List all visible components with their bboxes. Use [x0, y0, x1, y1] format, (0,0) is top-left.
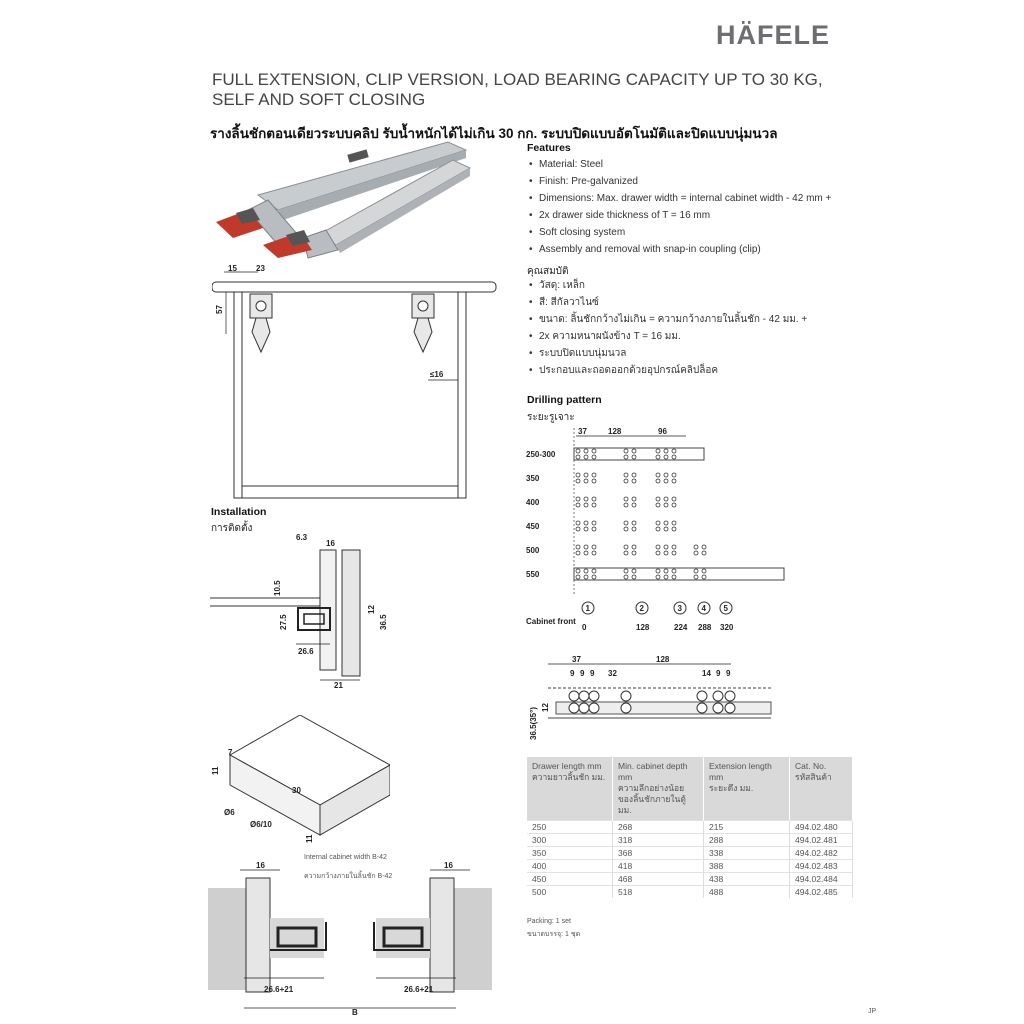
- drill-row-label: 400: [526, 498, 540, 507]
- drill-hole: [664, 455, 668, 459]
- drill-hole: [656, 575, 660, 579]
- table-cell: 518: [613, 886, 704, 899]
- drill-hole: [624, 551, 628, 555]
- drill-hole: [672, 551, 676, 555]
- feature-thai-item: • สี: สีกัลวาไนซ์: [527, 294, 857, 311]
- table-cell: 438: [704, 873, 790, 886]
- drill-hole: [632, 575, 636, 579]
- drill-hole: [702, 569, 706, 573]
- drill-hole: [664, 497, 668, 501]
- drill-hole: [656, 449, 660, 453]
- feature-item: • Dimensions: Max. drawer width = internal cabinet width - 42 mm +: [527, 190, 857, 207]
- drawer-iso-drawing: [210, 715, 390, 845]
- inst-dim-26-6: 26.6: [298, 647, 314, 656]
- table-cell: 450: [527, 873, 613, 886]
- dim-max-16: ≤16: [430, 370, 444, 379]
- table-cell: 318: [613, 834, 704, 847]
- drill-position: 128: [636, 623, 650, 632]
- table-cell: 494.02.480: [790, 821, 853, 834]
- drill-hole: [592, 479, 596, 483]
- table-cell: 300: [527, 834, 613, 847]
- drill-hole: [624, 569, 628, 573]
- drill-hole: [632, 545, 636, 549]
- table-row: [527, 886, 853, 899]
- spec-table: [527, 757, 853, 898]
- drill-hole: [576, 551, 580, 555]
- cw-dim-16-right: 16: [444, 861, 453, 870]
- drill-hole: [656, 479, 660, 483]
- detail-dim-37: 37: [572, 655, 581, 664]
- detail-dim-9: 9: [726, 669, 731, 678]
- drill-hole: [702, 545, 706, 549]
- inst-dim-36-5: 36.5: [379, 614, 388, 630]
- drill-hole: [624, 521, 628, 525]
- drill-row-label: 450: [526, 522, 540, 531]
- table-cell: 494.02.484: [790, 873, 853, 886]
- drawer-dim-o6: Ø6: [224, 808, 235, 817]
- cabinet-front-label: Cabinet front: [526, 617, 576, 626]
- drill-hole: [656, 521, 660, 525]
- table-row: [527, 860, 853, 873]
- table-cell: 488: [704, 886, 790, 899]
- drill-hole: [624, 473, 628, 477]
- dim-37: 37: [578, 427, 587, 436]
- features-heading: Features: [527, 142, 571, 154]
- drill-hole: [632, 449, 636, 453]
- features-thai-list: [527, 277, 857, 379]
- drawer-dim-7: 7: [228, 748, 233, 757]
- drill-hole: [664, 449, 668, 453]
- drill-hole: [592, 575, 596, 579]
- drill-hole: [592, 503, 596, 507]
- table-cell: 288: [704, 834, 790, 847]
- drill-hole: [584, 551, 588, 555]
- drill-hole: [624, 479, 628, 483]
- table-cell: 494.02.485: [790, 886, 853, 899]
- drill-hole: [576, 575, 580, 579]
- drill-position: 224: [674, 623, 688, 632]
- drill-hole: [624, 503, 628, 507]
- drill-hole: [694, 575, 698, 579]
- drill-hole: [592, 449, 596, 453]
- drilling-heading: Drilling pattern: [527, 394, 602, 406]
- inst-dim-27-5: 27.5: [279, 614, 288, 630]
- feature-thai-item-continued: • 2x ความหนาผนังข้าง T = 16 มม.: [527, 328, 857, 345]
- drill-hole: [624, 497, 628, 501]
- drill-marker-number: 4: [701, 604, 706, 613]
- table-row: [527, 847, 853, 860]
- drill-position: 320: [720, 623, 734, 632]
- cw-dim-16-left: 16: [256, 861, 265, 870]
- inst-dim-16: 16: [326, 539, 335, 548]
- drill-hole: [672, 503, 676, 507]
- drill-hole: [664, 479, 668, 483]
- drill-hole: [656, 473, 660, 477]
- drill-hole: [656, 455, 660, 459]
- drill-hole: [592, 569, 596, 573]
- drill-hole: [576, 479, 580, 483]
- installation-drawing: [210, 530, 390, 690]
- feature-thai-item: • ประกอบและถอดออกด้วยอุปกรณ์คลิปล็อค: [527, 362, 857, 379]
- table-row: [527, 821, 853, 834]
- drill-marker-number: 1: [585, 604, 590, 613]
- th-drawer-length: Drawer length mm ความยาวลิ้นชัก มม.: [527, 757, 613, 821]
- drill-hole: [576, 455, 580, 459]
- table-cell: 338: [704, 847, 790, 860]
- drill-hole: [664, 569, 668, 573]
- drill-hole: [576, 521, 580, 525]
- inst-dim-6-3: 6.3: [296, 533, 308, 542]
- drill-hole: [584, 569, 588, 573]
- drill-hole: [672, 575, 676, 579]
- drawer-dim-11: 11: [211, 766, 220, 775]
- table-cell: 400: [527, 860, 613, 873]
- drill-hole: [672, 479, 676, 483]
- drill-hole: [672, 527, 676, 531]
- table-cell: 494.02.483: [790, 860, 853, 873]
- dim-128: 128: [608, 427, 622, 436]
- drill-hole: [664, 575, 668, 579]
- drawer-dim-11b: 11: [305, 834, 314, 843]
- detail-dim-9: 9: [570, 669, 575, 678]
- drill-hole: [632, 473, 636, 477]
- drill-hole: [592, 497, 596, 501]
- drill-hole: [664, 521, 668, 525]
- drill-hole: [664, 545, 668, 549]
- drill-row-label: 550: [526, 570, 540, 579]
- inst-dim-10-5: 10.5: [273, 580, 282, 596]
- drill-hole: [584, 455, 588, 459]
- th-cat-no: Cat. No. รหัสสินค้า: [790, 757, 853, 821]
- drill-position: 288: [698, 623, 712, 632]
- drill-hole: [576, 503, 580, 507]
- drill-hole: [632, 569, 636, 573]
- drill-hole: [632, 455, 636, 459]
- drill-row-label: 350: [526, 474, 540, 483]
- table-cell: 350: [527, 847, 613, 860]
- drill-hole: [632, 479, 636, 483]
- dim-15: 15: [228, 264, 237, 273]
- drill-hole: [632, 521, 636, 525]
- drill-hole: [656, 545, 660, 549]
- cw-bottom-right: 26.6+21: [404, 985, 434, 994]
- drill-position: 0: [582, 623, 587, 632]
- drilling-pattern-drawing: [526, 424, 816, 636]
- detail-dim-9: 9: [580, 669, 585, 678]
- drill-hole: [702, 551, 706, 555]
- drill-hole: [584, 503, 588, 507]
- inst-dim-12: 12: [367, 605, 376, 614]
- table-cell: 368: [613, 847, 704, 860]
- feature-item: • Assembly and removal with snap-in coupling (clip): [527, 241, 857, 258]
- table-cell: 500: [527, 886, 613, 899]
- packing-label: Packing: 1 set: [527, 918, 571, 925]
- drill-hole: [672, 449, 676, 453]
- drill-hole: [672, 455, 676, 459]
- drill-hole: [624, 575, 628, 579]
- drill-hole: [624, 545, 628, 549]
- drill-hole: [624, 449, 628, 453]
- cabinet-width-label-thai: ความกว้างภายในลิ้นชัก B-42: [304, 873, 393, 880]
- drill-hole: [592, 473, 596, 477]
- drill-hole: [592, 551, 596, 555]
- detail-dim-128: 128: [656, 655, 670, 664]
- drill-hole: [584, 545, 588, 549]
- title-line-2: SELF AND SOFT CLOSING: [212, 90, 426, 109]
- page-title: [212, 70, 912, 110]
- drill-marker-number: 2: [639, 604, 644, 613]
- drill-hole: [576, 545, 580, 549]
- table-cell: 268: [613, 821, 704, 834]
- drill-hole: [656, 503, 660, 507]
- table-row: [527, 873, 853, 886]
- feature-item: • Soft closing system: [527, 224, 857, 241]
- inst-dim-21: 21: [334, 681, 343, 690]
- drill-hole: [624, 527, 628, 531]
- drill-hole: [592, 521, 596, 525]
- cabinet-width-drawing: [208, 858, 492, 1018]
- title-line-1: FULL EXTENSION, CLIP VERSION, LOAD BEARING CAPACITY UP TO 30 KG,: [212, 70, 823, 89]
- drill-hole: [584, 575, 588, 579]
- drill-row-label: 500: [526, 546, 540, 555]
- drill-hole: [656, 497, 660, 501]
- drill-hole: [672, 497, 676, 501]
- brand-logo: HÄFELE: [716, 20, 830, 50]
- drilling-detail-drawing: [526, 650, 776, 745]
- cabinet-width-label: Internal cabinet width B-42: [304, 854, 387, 861]
- drill-hole: [576, 527, 580, 531]
- table-row: [527, 834, 853, 847]
- drill-hole: [694, 551, 698, 555]
- table-cell: 250: [527, 821, 613, 834]
- product-photo: [208, 140, 478, 265]
- detail-dim-9: 9: [716, 669, 721, 678]
- cw-total-b: B: [352, 1008, 358, 1017]
- drill-hole: [584, 497, 588, 501]
- drill-hole: [576, 497, 580, 501]
- feature-item: • Material: Steel: [527, 156, 857, 173]
- drill-hole: [672, 473, 676, 477]
- drill-hole: [694, 569, 698, 573]
- detail-dim-36-5: 36.5(35°): [529, 707, 538, 740]
- drill-hole: [656, 551, 660, 555]
- drill-hole: [592, 527, 596, 531]
- feature-item-continued: • 2x drawer side thickness of T = 16 mm: [527, 207, 857, 224]
- drill-hole: [664, 473, 668, 477]
- installation-heading: Installation: [211, 506, 267, 518]
- feature-thai-item: • ขนาด: ลิ้นชักกว้างไม่เกิน = ความกว้างภายในลิ้นชัก - 42 มม. +: [527, 311, 857, 328]
- features-thai-heading: คุณสมบัติ: [527, 266, 569, 277]
- drawer-dim-o6-10: Ø6/10: [250, 820, 272, 829]
- drilling-heading-thai: ระยะรูเจาะ: [527, 412, 575, 423]
- drill-hole: [672, 569, 676, 573]
- runner-outline: [574, 568, 784, 580]
- feature-item: • Finish: Pre-galvanized: [527, 173, 857, 190]
- dim-96: 96: [658, 427, 667, 436]
- table-cell: 494.02.482: [790, 847, 853, 860]
- drawer-dim-30: 30: [292, 786, 301, 795]
- drill-hole: [632, 503, 636, 507]
- drill-hole: [632, 527, 636, 531]
- drill-hole: [702, 575, 706, 579]
- drill-hole: [584, 521, 588, 525]
- th-extension-length: Extension length mm ระยะดึง มม.: [704, 757, 790, 821]
- drill-hole: [592, 545, 596, 549]
- drill-hole: [624, 455, 628, 459]
- drill-hole: [584, 479, 588, 483]
- drill-hole: [672, 521, 676, 525]
- cw-bottom-left: 26.6+21: [264, 985, 294, 994]
- features-list: [527, 156, 857, 258]
- drill-hole: [576, 569, 580, 573]
- drill-hole: [656, 527, 660, 531]
- detail-dim-12: 12: [541, 703, 550, 712]
- page-marker: JP: [868, 1008, 877, 1015]
- drill-hole: [664, 551, 668, 555]
- drill-hole: [694, 545, 698, 549]
- th-cabinet-depth: Min. cabinet depth mm ความลึกอย่างน้อยของลิ้นชักภายในตู้ มม.: [613, 757, 704, 821]
- feature-thai-item: • ระบบปิดแบบนุ่มนวล: [527, 345, 857, 362]
- drill-hole: [584, 449, 588, 453]
- table-cell: 468: [613, 873, 704, 886]
- drill-hole: [584, 527, 588, 531]
- table-cell: 418: [613, 860, 704, 873]
- drill-hole: [576, 473, 580, 477]
- drill-hole: [672, 545, 676, 549]
- drill-hole: [656, 569, 660, 573]
- drill-hole: [664, 503, 668, 507]
- table-cell: 494.02.481: [790, 834, 853, 847]
- detail-dim-32: 32: [608, 669, 617, 678]
- drill-hole: [576, 449, 580, 453]
- feature-thai-item: • วัสดุ: เหล็ก: [527, 277, 857, 294]
- drill-marker-number: 3: [677, 604, 682, 613]
- table-cell: 388: [704, 860, 790, 873]
- detail-dim-9: 9: [590, 669, 595, 678]
- drill-row-label: 250-300: [526, 450, 556, 459]
- drill-hole: [632, 497, 636, 501]
- installation-heading-thai: การติดตั้ง: [211, 523, 253, 534]
- drill-marker-number: 5: [723, 604, 728, 613]
- dim-23: 23: [256, 264, 265, 273]
- dim-57: 57: [215, 305, 224, 314]
- drill-hole: [592, 455, 596, 459]
- page-subtitle-thai: รางลิ้นชักตอนเดียวระบบคลิป รับน้ำหนักได้ไม่เกิน 30 กก. ระบบปิดแบบอัตโนมัติและปิดแบบนุ่มนวล: [210, 126, 778, 141]
- table-cell: 215: [704, 821, 790, 834]
- drill-hole: [584, 473, 588, 477]
- cabinet-top-drawing: [212, 262, 502, 502]
- drill-hole: [632, 551, 636, 555]
- drill-hole: [664, 527, 668, 531]
- detail-dim-14: 14: [702, 669, 711, 678]
- packing-label-thai: ขนาดบรรจุ: 1 ชุด: [527, 931, 581, 938]
